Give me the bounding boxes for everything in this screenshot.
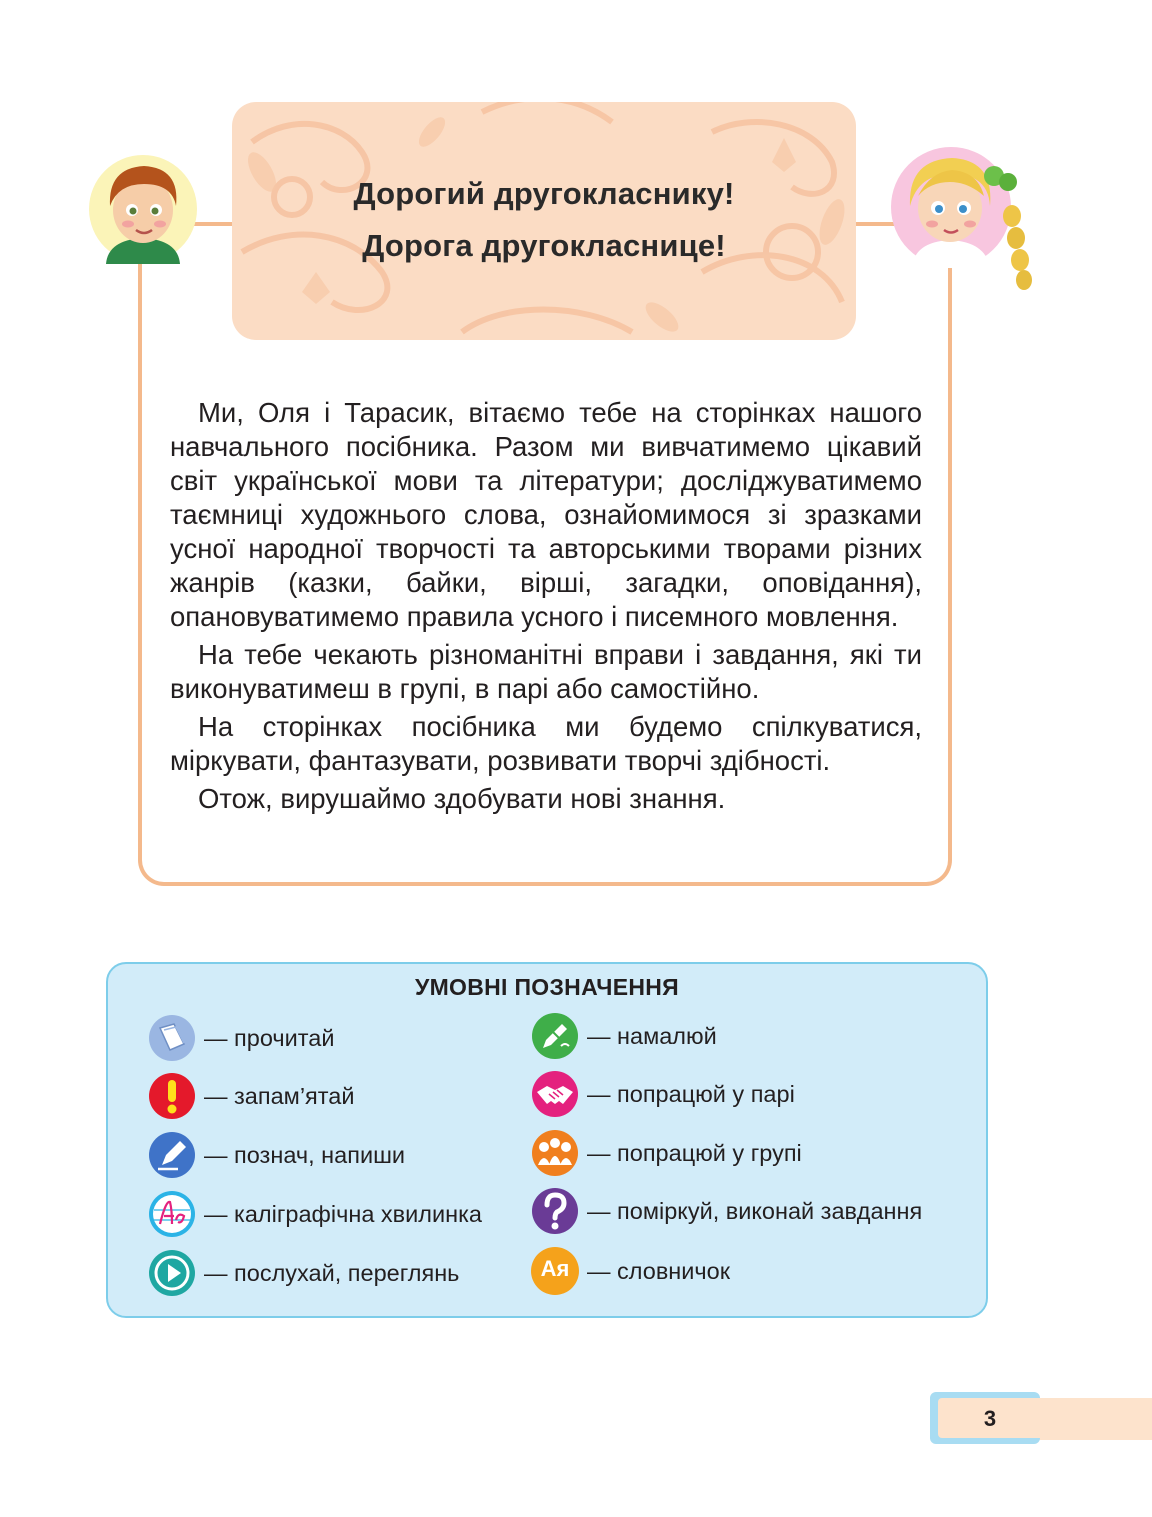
legend-label: — прочитай — [204, 1024, 335, 1051]
legend-item-pair — [531, 1069, 795, 1119]
legend-label: — попрацюй у парі — [587, 1080, 795, 1107]
floral-ornament — [232, 102, 856, 340]
question-icon — [531, 1187, 579, 1235]
page-number-inner — [938, 1398, 1042, 1438]
legend-label: — познач, напиши — [204, 1141, 406, 1168]
legend-box — [106, 962, 988, 1318]
legend-label: — словничок — [587, 1257, 731, 1284]
letter-paragraph: На тебе чекають різноманітні вправи і завдання, які ти виконуватимеш в групі, в парі або самостійно. — [170, 639, 922, 704]
legend-item-read — [148, 1013, 334, 1063]
title-banner — [232, 102, 856, 340]
legend-item-draw — [531, 1011, 717, 1061]
draw-icon — [531, 1012, 579, 1060]
legend-title: УМОВНІ ПОЗНАЧЕННЯ — [414, 974, 679, 1000]
legend-label: — намалюй — [587, 1022, 717, 1049]
legend-item-dictionary — [531, 1246, 730, 1296]
legend-label: — послухай, переглянь — [204, 1259, 460, 1286]
page-tab — [1032, 1398, 1152, 1440]
legend-item-group — [531, 1128, 802, 1178]
legend-item-think — [531, 1186, 922, 1236]
boy-portrait — [88, 154, 198, 264]
group-icon — [531, 1129, 579, 1177]
greeting-title-line-1: Дорогий другокласнику! — [353, 176, 735, 211]
legend-item-listen — [148, 1248, 459, 1298]
page-number: 3 — [983, 1406, 997, 1431]
play-icon — [148, 1249, 196, 1297]
letter-paragraph: Ми, Оля і Тарасик, вітаємо тебе на сторінках нашого навчального посібника. Разом ми вивчатимемо цікавий світ української мови та літератури; досліджуватимемо таємниці художнього слова, ознайомимося зі зразками усної народної творчості та авторськими творами різних жанрів (казки, байки, вірші, загадки, оповідання), опановуватимемо правила усного і писемного мовлення. — [170, 397, 922, 632]
page-number-box — [930, 1392, 1040, 1444]
exclamation-icon — [148, 1072, 196, 1120]
greeting-letter — [170, 396, 922, 820]
letter-paragraph: Отож, вирушаймо здобувати нові знання. — [198, 783, 726, 814]
handshake-icon — [531, 1070, 579, 1118]
pen-icon — [148, 1131, 196, 1179]
book-icon — [148, 1014, 196, 1062]
legend-label: — попрацюй у групі — [587, 1139, 802, 1166]
legend-item-remember — [148, 1071, 354, 1121]
dictionary-glyph: Ая — [540, 1256, 570, 1281]
girl-portrait — [890, 146, 1012, 268]
legend-item-calligraphy — [148, 1189, 482, 1239]
legend-label: — каліграфічна хвилинка — [204, 1200, 482, 1227]
legend-label: — поміркуй, виконай завдання — [587, 1197, 923, 1224]
letter-paragraph: На сторінках посібника ми будемо спілкуватися, міркувати, фантазувати, розвивати творчі здібності. — [170, 711, 922, 776]
legend-label: — запам’ятай — [204, 1082, 355, 1109]
legend-item-write — [148, 1130, 405, 1180]
greeting-title-line-2: Дорога другокласнице! — [362, 228, 726, 263]
dictionary-icon — [531, 1247, 579, 1295]
calligraphy-icon — [148, 1190, 196, 1238]
